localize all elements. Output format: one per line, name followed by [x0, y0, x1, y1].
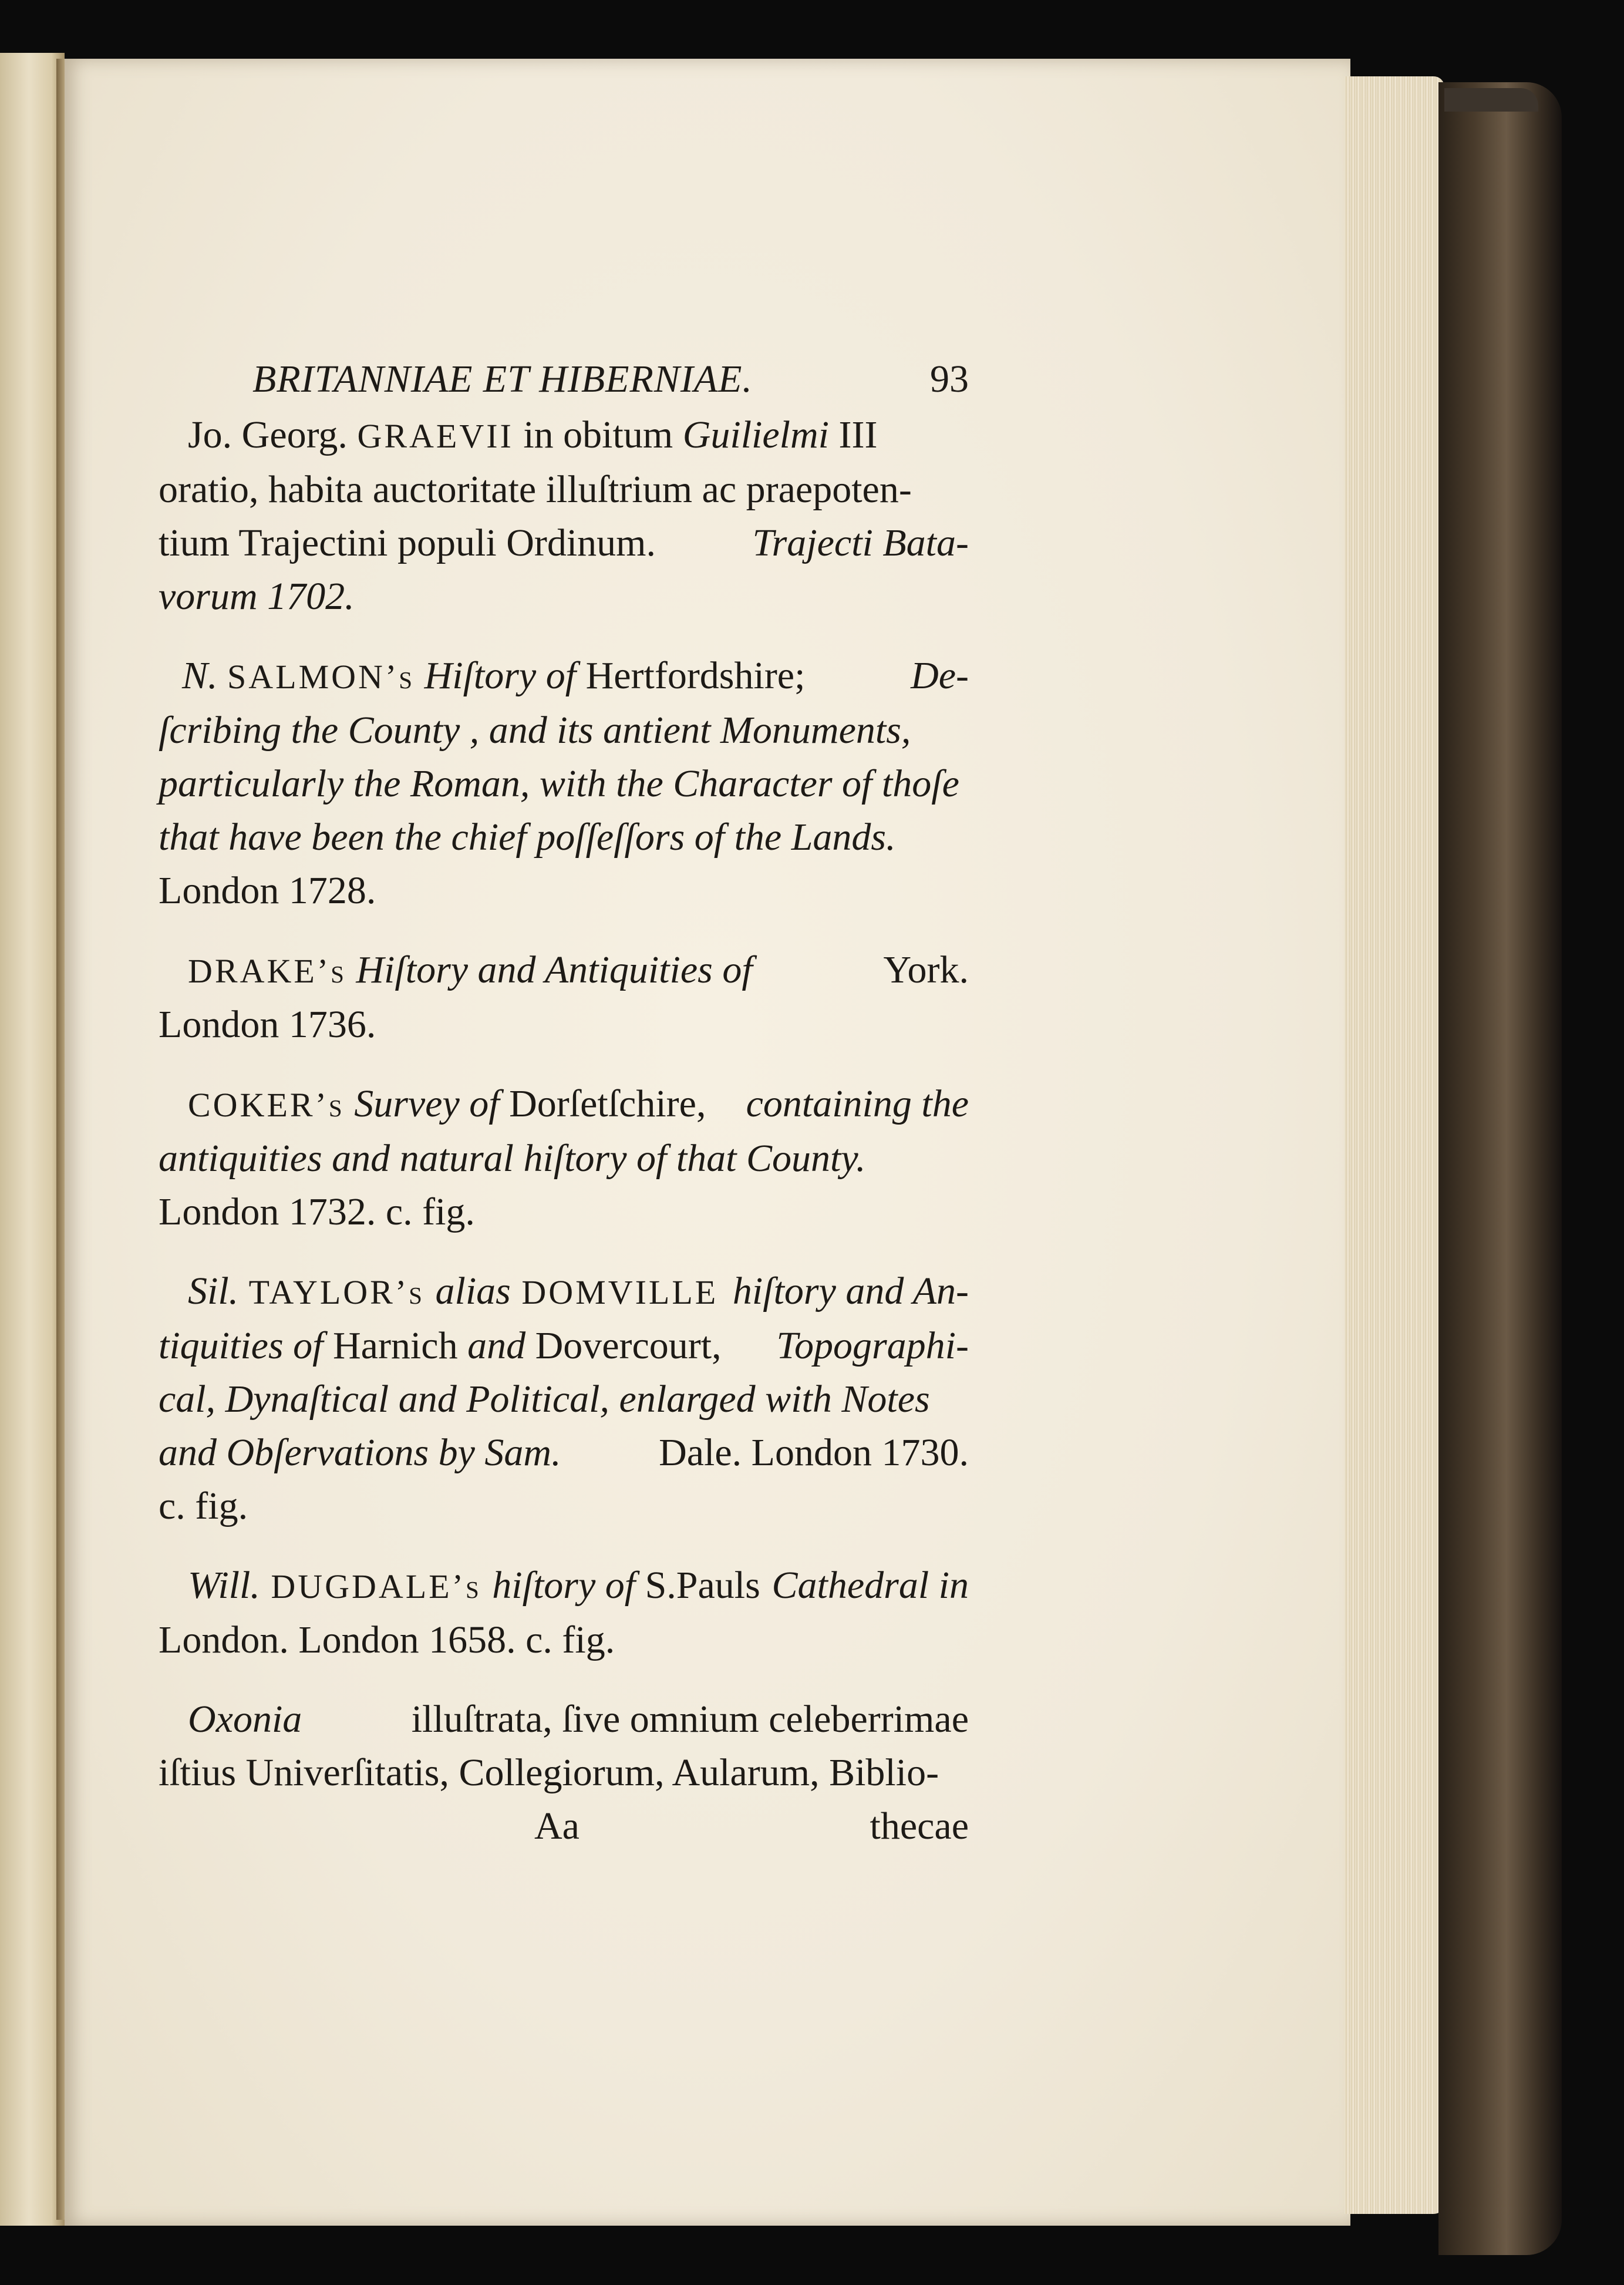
entry-italic: antiquities and natural hiſtory of that County. [159, 1137, 866, 1180]
entry-line [159, 1077, 969, 1132]
entry-italic: N. [182, 654, 228, 697]
entry-line [159, 1746, 969, 1799]
entry-text: London 1736. [159, 1003, 376, 1046]
entry-italic: Sil. [188, 1270, 239, 1313]
entry-italic: Guilielmi [682, 413, 830, 456]
entry-italic: Hiſtory of [424, 654, 577, 697]
entry-italic: Hiſtory and Antiquities of [356, 948, 753, 991]
entry-text: in obitum [513, 413, 683, 456]
entry-text [346, 948, 356, 991]
author-name: COKER’s [188, 1086, 345, 1124]
bibliography-entry-coker [159, 1077, 969, 1239]
entry-line [159, 1559, 969, 1613]
entry-italic: De- [911, 654, 969, 697]
entry-line [159, 516, 969, 570]
entry-text: illuſtrata, ſive omnium celeberrimae [411, 1698, 969, 1741]
entry-italic: and Obſervations by Sam. [159, 1431, 561, 1474]
entry-italic: vorum 1702. [159, 575, 355, 618]
entry-text: III [829, 413, 878, 456]
entry-text: Harnich [323, 1324, 468, 1367]
entry-italic: that have been the chief poſſeſſors of the Lands. [159, 816, 896, 859]
entry-text: Dorſetſchire, [499, 1082, 706, 1125]
entry-line [159, 463, 969, 516]
entry-text: tium Trajectini populi Ordinum. [159, 521, 656, 564]
page-number: 93 [930, 358, 969, 401]
page-text [159, 352, 969, 1853]
entry-text: London 1732. c. fig. [159, 1190, 475, 1233]
entry-text: Jo. Georg. [188, 413, 358, 456]
entry-italic: hiſtory and An- [732, 1270, 969, 1313]
entry-italic: Will. [188, 1564, 260, 1607]
author-name: GRAEVII [357, 417, 514, 455]
book-cover [1438, 82, 1562, 2255]
page-footer [159, 1799, 969, 1853]
entry-line [159, 1426, 969, 1479]
entry-text: London 1728. [159, 869, 376, 912]
entry-text: York. [883, 948, 969, 991]
bibliography-entry-oxonia [159, 1692, 969, 1799]
entry-line [159, 1264, 969, 1319]
bibliography-entry-graevius [159, 408, 969, 623]
entry-text: Dovercourt, [525, 1324, 722, 1367]
entry-italic: hiſtory of [492, 1564, 636, 1607]
entry-italic: alias [435, 1270, 511, 1313]
author-name: DRAKE’s [188, 952, 346, 990]
entry-italic: ſcribing the County , and its antient Monuments, [159, 709, 911, 752]
entry-line [159, 408, 969, 463]
book-cover-top [1444, 88, 1538, 112]
entry-italic: tiquities of [159, 1324, 324, 1367]
entry-italic: Cathedral in [771, 1564, 969, 1607]
author-name: TAYLOR’s [238, 1273, 436, 1311]
entry-italic: and [467, 1324, 526, 1367]
catchword: thecae [870, 1805, 969, 1847]
entry-text: Hertfordshire; [576, 654, 806, 697]
entry-italic: Trajecti Bata- [752, 521, 969, 564]
entry-italic: Survey of [354, 1082, 500, 1125]
entry-line [159, 1319, 969, 1372]
entry-italic: particularly the Roman, with the Character of thoſe [159, 762, 959, 805]
entry-italic: cal, Dynaſtical and Political, enlarged with Notes [159, 1378, 930, 1421]
entry-line [159, 649, 969, 704]
entry-line [159, 1692, 969, 1746]
entry-line [159, 943, 969, 998]
entry-text: Dale. London 1730. [659, 1431, 969, 1474]
author-name: SALMON’s [227, 658, 415, 696]
entry-text: London. London 1658. c. fig. [159, 1618, 615, 1661]
page-header [159, 352, 969, 408]
entry-text: S.Pauls [635, 1564, 760, 1607]
running-head: BRITANNIAE ET HIBERNIAE. [252, 358, 753, 401]
author-name: DOMVILLE [510, 1273, 719, 1311]
entry-text [415, 654, 424, 697]
entry-italic: Topographi- [776, 1324, 969, 1367]
signature-mark: Aa [534, 1805, 579, 1847]
author-name: DUGDALE’s [260, 1567, 493, 1606]
bibliography-entry-drake [159, 943, 969, 1051]
entry-text [345, 1082, 355, 1125]
bibliography-entry-dugdale [159, 1559, 969, 1667]
bibliography-entry-taylor [159, 1264, 969, 1533]
entry-italic: containing the [746, 1082, 969, 1125]
bibliography-entry-salmon [159, 649, 969, 917]
entry-text: oratio, habita auctoritate illuſtrium ac praepoten- [159, 468, 912, 511]
page-fore-edge [1345, 76, 1444, 2214]
entry-text: c. fig. [159, 1485, 248, 1527]
entry-text: iſtius Univerſitatis, Collegiorum, Aularum, Biblio- [159, 1751, 939, 1794]
previous-page-edge [0, 53, 65, 2226]
entry-italic: Oxonia [188, 1698, 302, 1741]
